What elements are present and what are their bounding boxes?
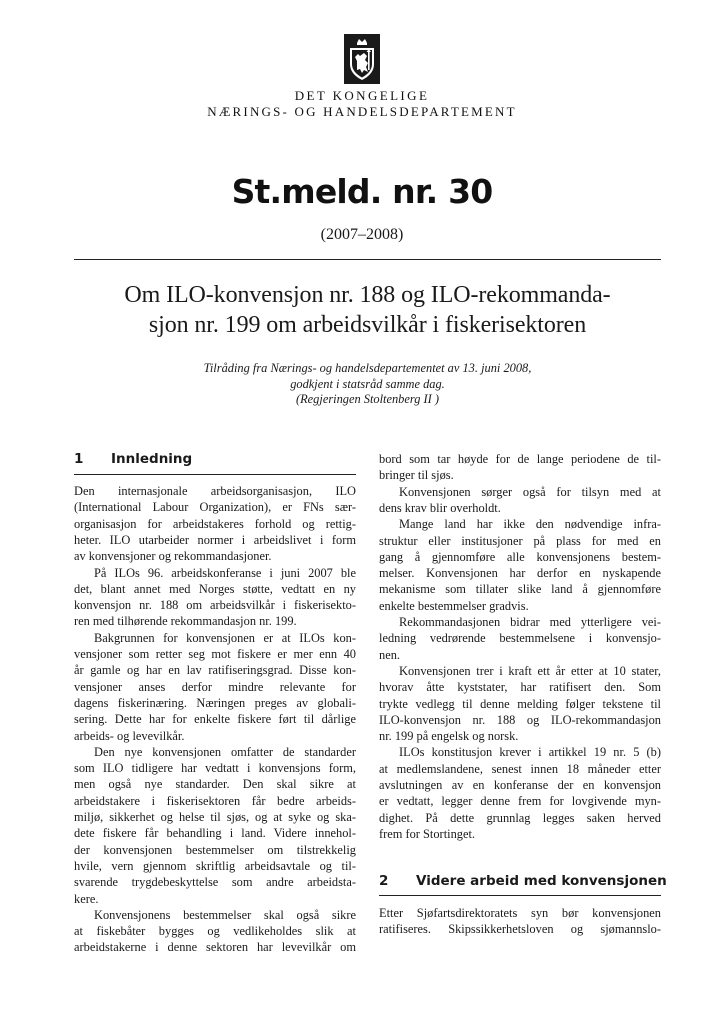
department-name-line2: NÆRINGS- OG HANDELSDEPARTEMENT [207, 104, 517, 119]
body-text-line: dens krav blir overholdt. [379, 500, 501, 515]
document-subject [74, 280, 661, 340]
body-text-line: arbeids- og levevilkår. [74, 728, 185, 743]
body-text-line: Bakgrunnen for konvensjonen er at ILOs kon- [94, 630, 356, 645]
body-text-line: men også nye standarder. Den skal sikre at [74, 777, 356, 792]
body-text-line: Konvensjonens bestemmelser skal også sikre [94, 907, 356, 922]
body-text-line: at medlemslandene, senest innen 18 måneder etter [379, 761, 661, 776]
body-text-line: der konvensjonen bestemmelser om tilstrekkelig [74, 842, 356, 857]
body-text-line: vensjoner anses derfor mindre relevante for [74, 679, 356, 694]
body-text-line: ledning vedrørende bestemmelsene i konvensjo- [379, 631, 661, 646]
body-text-line: arbeidstakerne i denne sektoren har levevilkår om [74, 940, 356, 955]
document-title: St.meld. nr. 30 [231, 172, 493, 211]
body-text-line: som ILO tidligere har vedtatt i konvensjons form, [74, 761, 356, 776]
approval-line: (Regjeringen Stoltenberg II ) [295, 392, 440, 406]
body-text-line: Den nye konvensjonen omfatter de standarder [94, 744, 356, 759]
body-text-line: av konvensjoner og rekommandasjoner. [74, 549, 272, 564]
body-text-line: er vedtatt, legger denne frem for lovgivende myn- [379, 794, 661, 809]
title-divider [74, 259, 661, 260]
approval-note [74, 361, 661, 408]
section-1-number: 1 [74, 451, 84, 467]
section-1-heading: Innledning [111, 451, 193, 467]
norwegian-lion-coat-of-arms-icon [344, 34, 380, 84]
body-text-line: bringer til sjøs. [379, 468, 454, 483]
body-text-line: ILO-konvensjon nr. 188 og ILO-rekommandasjon [379, 712, 661, 727]
body-text-line: Konvensjonen sørger også for tilsyn med at [399, 484, 661, 499]
body-text-line: år gamle og har en lav ratifiseringsgrad. Disse kon- [74, 663, 356, 678]
body-text-line: Konvensjonen trer i kraft ett år etter at 10 stater, [399, 663, 661, 678]
body-text-line: enkelte bestemmelser gradvis. [379, 598, 529, 613]
department-name-line1: DET KONGELIGE [294, 88, 430, 103]
body-text-line: avslutningen av en konferanse der en konvensjon [379, 778, 661, 792]
section-1-rule [74, 474, 356, 475]
body-text-line: Etter Sjøfartsdirektoratets syn bør konvensjonen [379, 906, 661, 920]
body-text-line: frem for Stortinget. [379, 826, 476, 841]
approval-line: godkjent i statsråd samme dag. [290, 376, 445, 391]
body-text-line: hvorav åtte kyststater, har ratifisert den. Som [379, 680, 661, 695]
body-text-line: hvile, vern gjennom skriftlig arbeidsavtale og til- [74, 858, 356, 873]
body-text-line: (International Labour Organization), er FNs sær- [74, 500, 356, 515]
body-text-line: gang å gjennomføre alle konvensjonens bestem- [379, 549, 661, 564]
section-2-heading: Videre arbeid med konvensjonen [416, 873, 667, 889]
body-text-line: bord som tar høyde for de lange periodene de til- [379, 452, 661, 466]
subject-line: sjon nr. 199 om arbeidsvilkår i fiskerisektoren [148, 312, 587, 338]
body-text-line: dighet. På dette grunnlag legges saken herved [379, 810, 661, 825]
body-text-line: struktur eller institusjoner på plass for med en [379, 533, 661, 548]
body-text-line: dete fiskere får behandling i land. Videre innehol- [74, 826, 356, 841]
approval-line: Tilråding fra Nærings- og handelsdepartementet av 13. juni 2008, [203, 361, 532, 375]
body-text-line: at fiskebåter bygges og vedlikeholdes slik at [74, 924, 356, 939]
body-text-line: ren med tilhørende rekommandasjon nr. 199. [74, 614, 297, 629]
subject-line: Om ILO-konvensjon nr. 188 og ILO-rekommanda- [124, 282, 611, 308]
body-text-line: ILOs konstitusjon krever i artikkel 19 nr. 5 (b) [399, 745, 661, 760]
body-text-line: melser. Konvensjonen har derfor en nyskapende [379, 566, 661, 581]
body-text-line: arbeidstakere i fiskerisektoren får bedre arbeids- [74, 793, 356, 808]
body-text-line: vensjoner som retter seg mot fiskere er mer enn 40 [74, 647, 356, 661]
body-text-line: nr. 199 på engelsk og norsk. [379, 729, 519, 744]
body-text-line: mekanisme som tillater slike land å gjennomføre [379, 582, 661, 597]
body-text-line: dagens fiskerinæring. Næringen preges av globali- [74, 695, 356, 710]
document-years: (2007–2008) [320, 226, 404, 243]
body-text-line: det, blant annet med Norges støtte, vedtatt en ny [74, 581, 356, 596]
body-text-line: miljø, sikkerhet og helse til sjøs, og at syke og ska- [74, 810, 356, 824]
section-2-rule [379, 895, 661, 896]
body-text-line: nen. [379, 647, 400, 662]
body-text-line: kere. [74, 891, 99, 906]
body-text-line: Den internasjonale arbeidsorganisasjon, ILO [74, 484, 356, 498]
body-text-line: trykte vedlegg til denne melding følger tekstene til [379, 696, 661, 711]
body-text-line: heter. ILO utarbeider normer i arbeidslivet i form [74, 532, 356, 547]
body-text-line: På ILOs 96. arbeidskonferanse i juni 2007 ble [94, 565, 356, 580]
body-text-line: konvensjon nr. 188 om arbeidsvilkår i fiskerisekto- [74, 598, 356, 613]
body-text-line: sering. Dette har for enkelte fiskere ført til dårlige [74, 712, 356, 727]
body-text-line: Mange land har ikke den nødvendige infra- [399, 517, 661, 532]
body-text-line: svarende trygdebeskyttelse som andre arbeidsta- [74, 875, 356, 890]
body-text-line: organisasjon for arbeidstakeres forhold og rettig- [74, 516, 356, 531]
body-text-line: Rekommandasjonen bidrar med ytterligere vei- [399, 615, 661, 629]
section-2-number: 2 [379, 873, 389, 889]
body-text-line: ratifiseres. Skipssikkerhetsloven og sjømannslo- [379, 922, 661, 937]
